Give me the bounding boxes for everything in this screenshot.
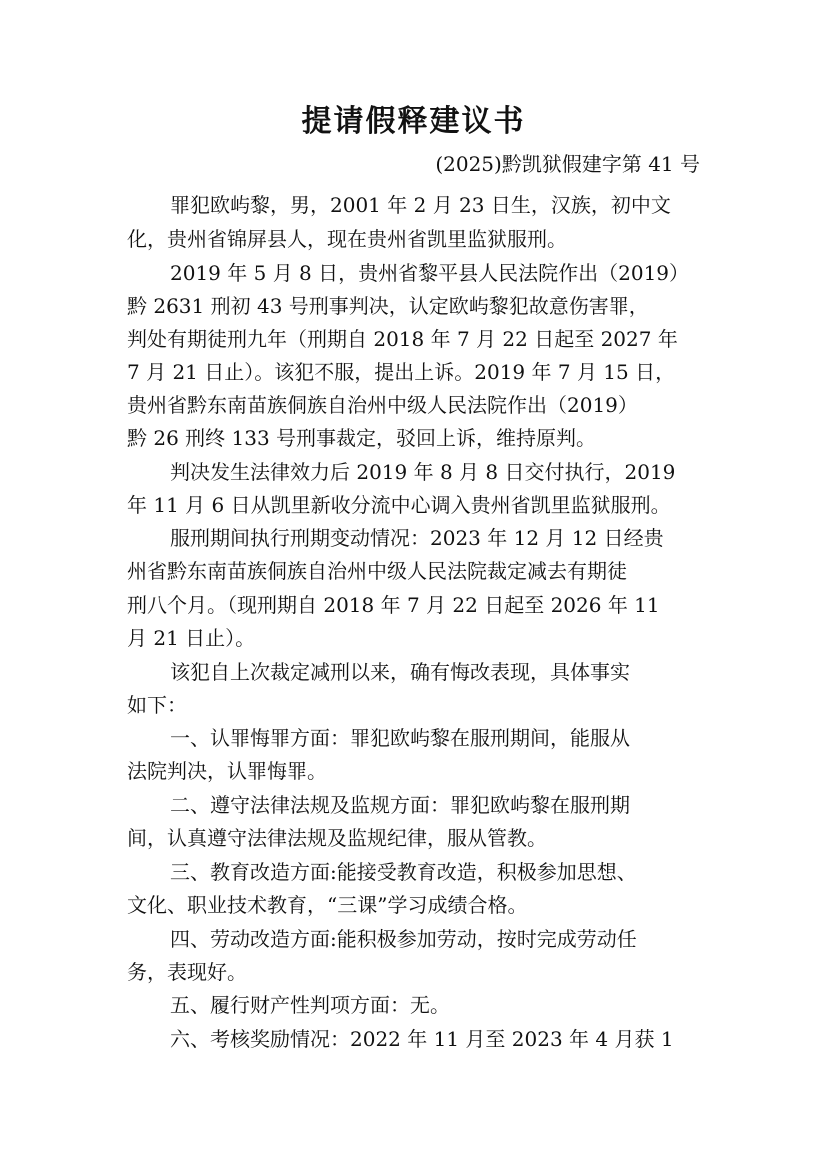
- body-line: 五、履行财产性判项方面：无。: [170, 993, 450, 1017]
- body-line: 四、劳动改造方面:能积极参加劳动，按时完成劳动任: [170, 927, 637, 951]
- body-line: 2019 年 5 月 8 日，贵州省黎平县人民法院作出（2019）: [170, 261, 690, 285]
- body-line: 该犯自上次裁定减刑以来，确有悔改表现，具体事实: [170, 660, 630, 684]
- body-line: 三、教育改造方面:能接受教育改造，积极参加思想、: [170, 860, 637, 884]
- body-line: 服刑期间执行刑期变动情况：2023 年 12 月 12 日经贵: [170, 526, 664, 550]
- body-line: 罪犯欧屿黎，男，2001 年 2 月 23 日生，汉族，初中文: [170, 193, 671, 217]
- document-title: 提请假释建议书: [301, 104, 526, 139]
- body-line: 文化、职业技术教育，“三课”学习成绩合格。: [127, 893, 528, 917]
- body-line: 二、遵守法律法规及监规方面：罪犯欧屿黎在服刑期: [170, 793, 630, 817]
- body-line: 年 11 月 6 日从凯里新收分流中心调入贵州省凯里监狱服刑。: [127, 493, 671, 517]
- body-line: 黔 26 刑终 133 号刑事裁定，驳回上诉，维持原判。: [127, 426, 597, 450]
- body-line: 贵州省黔东南苗族侗族自治州中级人民法院作出（2019）: [127, 393, 638, 417]
- body-line: 法院判决，认罪悔罪。: [127, 759, 327, 783]
- body-line: 刑八个月。（现刑期自 2018 年 7 月 22 日起至 2026 年 11: [127, 593, 660, 617]
- body-line: 务，表现好。: [127, 960, 247, 984]
- body-line: 月 21 日止）。: [127, 626, 256, 650]
- body-line: 判处有期徒刑九年（刑期自 2018 年 7 月 22 日起至 2027 年: [127, 327, 678, 351]
- body-line: 如下：: [127, 693, 187, 717]
- body-line: 化，贵州省锦屏县人，现在贵州省凯里监狱服刑。: [127, 227, 567, 251]
- document-number: (2025)黔凯狱假建字第 41 号: [435, 152, 700, 176]
- body-line: 间，认真遵守法律法规及监规纪律，服从管教。: [127, 826, 547, 850]
- body-line: 州省黔东南苗族侗族自治州中级人民法院裁定减去有期徒: [127, 559, 627, 583]
- body-line: 六、考核奖励情况：2022 年 11 月至 2023 年 4 月获 1: [170, 1027, 674, 1051]
- body-line: 一、认罪悔罪方面：罪犯欧屿黎在服刑期间，能服从: [170, 726, 630, 750]
- body-line: 黔 2631 刑初 43 号刑事判决，认定欧屿黎犯故意伤害罪，: [127, 294, 649, 318]
- body-line: 7 月 21 日止）。该犯不服，提出上诉。2019 年 7 月 15 日，: [127, 360, 676, 384]
- body-line: 判决发生法律效力后 2019 年 8 月 8 日交付执行，2019: [170, 460, 676, 484]
